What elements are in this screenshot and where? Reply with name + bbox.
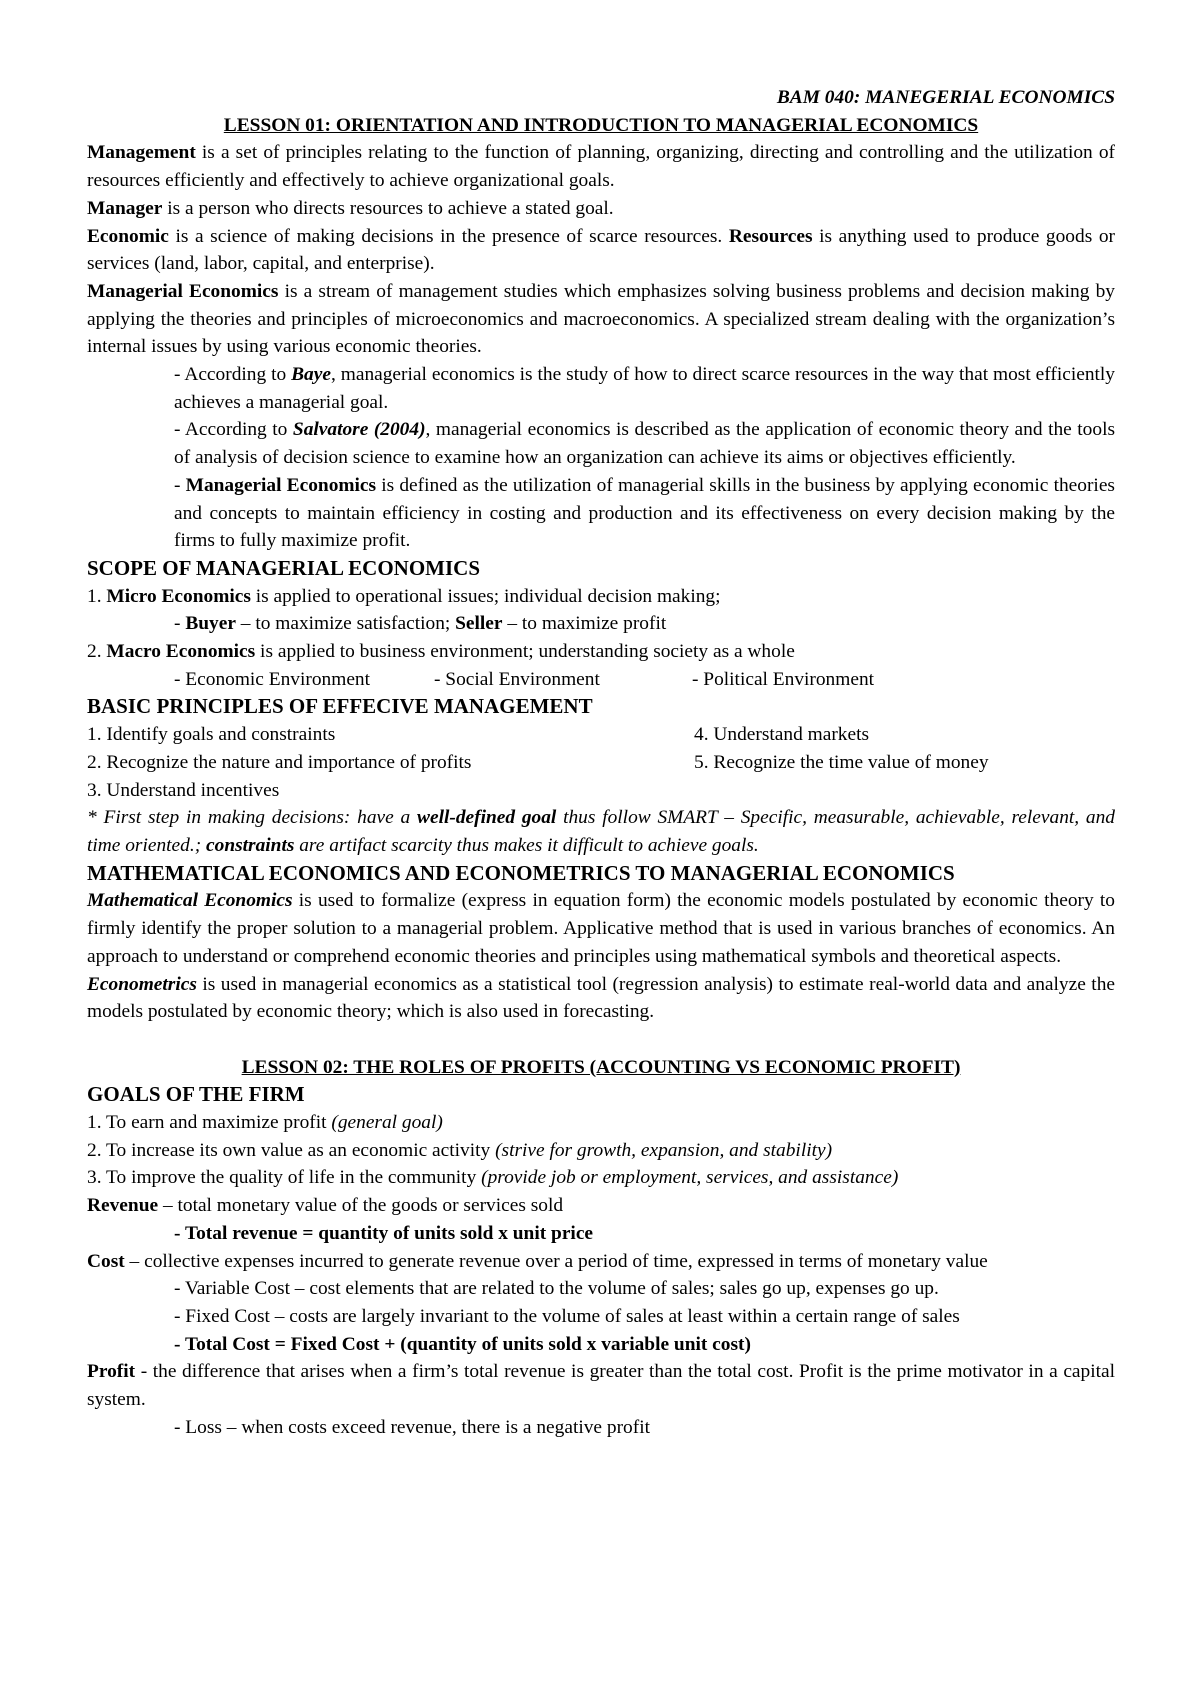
lesson-01-title: LESSON 01: ORIENTATION AND INTRODUCTION TO MANAGERIAL ECONOMICS	[223, 114, 979, 136]
econometrics-definition	[87, 971, 1115, 1026]
baye-prefix: - According to	[174, 364, 292, 386]
salvatore-name: Salvatore (2004)	[292, 419, 426, 441]
macro-term: Macro Economics	[106, 641, 256, 663]
managerial-economics-def-text: is a stream of management studies which emphasizes solving business problems and decision making by applying the theories and principles of microeconomics and macroeconomics. A specialized stream dealing with the organization’s internal issues by using various economic theories.	[87, 280, 1115, 358]
micro-def: is applied to operational issues; individual decision making;	[250, 585, 721, 607]
profit-definition	[87, 1358, 1115, 1413]
buyer-def: – to maximize satisfaction;	[235, 613, 456, 635]
salvatore-text: , managerial economics is described as the application of economic theory and the tools of analysis of decision science to examine how an organization can achieve its aims or objectives efficiently.	[174, 419, 1116, 469]
cost-definition	[87, 1248, 1115, 1276]
economic-def-text: is a science of making decisions in the presence of scarce resources.	[168, 225, 729, 247]
spacer	[87, 1026, 1115, 1054]
principles-left-column	[87, 721, 694, 804]
manager-definition	[87, 195, 1115, 223]
cost-def: – collective expenses incurred to generate revenue over a period of time, expressed in terms of monetary value	[124, 1250, 988, 1272]
profit-def: - the difference that arises when a firm’s total revenue is greater than the total cost. Profit is the prime motivator in a capital system.	[87, 1361, 1115, 1411]
note-well-defined-goal: well-defined goal	[417, 807, 557, 829]
note-constraints: constraints	[206, 834, 295, 856]
buyer-prefix: -	[174, 613, 186, 635]
scope-heading: SCOPE OF MANAGERIAL ECONOMICS	[87, 555, 481, 580]
goal-text: 1. To earn and maximize profit	[87, 1112, 332, 1133]
fixed-cost-item: - Fixed Cost – costs are largely invariant to the volume of sales at least within a certain range of sales	[174, 1305, 960, 1327]
manager-def-text: is a person who directs resources to achieve a stated goal.	[162, 197, 614, 219]
seller-term: Seller	[455, 613, 503, 635]
loss-item: - Loss – when costs exceed revenue, there is a negative profit	[174, 1416, 650, 1438]
lesson-02-title: LESSON 02: THE ROLES OF PROFITS (ACCOUNTING VS ECONOMIC PROFIT)	[241, 1056, 961, 1078]
goal-item	[87, 1164, 1115, 1192]
third-def-term: Managerial Economics	[185, 474, 377, 496]
total-cost-formula: - Total Cost = Fixed Cost + (quantity of units sold x variable unit cost)	[174, 1333, 751, 1355]
environment-item: - Political Environment	[692, 668, 875, 690]
macro-def: is applied to business environment; understanding society as a whole	[255, 641, 795, 663]
principles-right-column	[694, 721, 1115, 804]
management-term: Management	[87, 142, 196, 164]
cost-term: Cost	[87, 1250, 125, 1272]
principle-item: 4. Understand markets	[694, 724, 870, 746]
baye-definition	[174, 361, 1115, 416]
resources-term: Resources	[728, 225, 813, 247]
management-definition	[87, 139, 1115, 194]
macro-num: 2.	[87, 641, 107, 663]
note-text-3: are artifact scarcity thus makes it difficult to achieve goals.	[294, 834, 759, 856]
document-page	[87, 84, 1115, 1441]
manager-term: Manager	[87, 197, 163, 219]
goal-text: 2. To increase its own value as an economic activity	[87, 1139, 496, 1161]
economic-term: Economic	[87, 225, 169, 247]
baye-text: , managerial economics is the study of how to direct scarce resources in the way that most efficiently achieves a managerial goal.	[174, 364, 1115, 413]
micro-num: 1.	[87, 585, 107, 607]
principles-heading: BASIC PRINCIPLES OF EFFECIVE MANAGEMENT	[87, 694, 593, 719]
goal-note: (strive for growth, expansion, and stability)	[495, 1139, 833, 1161]
econometrics-def: is used in managerial economics as a statistical tool (regression analysis) to estimate real-world data and analyze the models postulated by economic theory; which is also used in forecasting.	[87, 973, 1115, 1023]
economic-definition	[87, 223, 1115, 278]
revenue-term: Revenue	[87, 1195, 159, 1217]
buyer-term: Buyer	[185, 613, 236, 635]
principle-item: 5. Recognize the time value of money	[694, 751, 989, 773]
third-def-text: is defined as the utilization of managerial skills in the business by applying economic theories and concepts to maintain efficiency in costing and production and its effectiveness on every decision making by the firms to fully maximize profit.	[174, 474, 1115, 552]
goal-note: (provide job or employment, services, and assistance)	[481, 1167, 899, 1189]
goal-item	[87, 1137, 1115, 1165]
goal-item	[87, 1109, 1115, 1137]
principle-item: 1. Identify goals and constraints	[87, 724, 336, 746]
total-revenue-formula: - Total revenue = quantity of units sold x unit price	[174, 1222, 594, 1244]
micro-economics-item	[87, 583, 1115, 611]
principle-item: 3. Understand incentives	[87, 779, 280, 801]
environment-item: - Social Environment	[434, 668, 600, 690]
third-def-prefix: -	[174, 474, 186, 496]
seller-def: – to maximize profit	[502, 613, 667, 635]
smart-note	[87, 804, 1115, 859]
salvatore-prefix: - According to	[174, 419, 293, 441]
environment-list	[174, 666, 1115, 694]
salvatore-definition	[174, 416, 1115, 471]
baye-name: Baye	[291, 364, 331, 386]
buyer-seller-item	[174, 610, 1115, 638]
principles-list	[87, 721, 1115, 804]
mathematical-economics-term: Mathematical Economics	[87, 890, 293, 912]
managerial-economics-term: Managerial Economics	[87, 280, 279, 302]
note-text-2: thus follow SMART – Specific, measurable, achievable, relevant, and time oriented.;	[87, 807, 1115, 856]
note-text-1: * First step in making decisions: have a	[87, 807, 418, 829]
managerial-economics-definition	[87, 278, 1115, 361]
goals-heading: GOALS OF THE FIRM	[87, 1082, 305, 1107]
third-definition	[174, 472, 1115, 555]
econometrics-term: Econometrics	[87, 973, 197, 995]
mathematical-economics-definition	[87, 887, 1115, 970]
management-def-text: is a set of principles relating to the function of planning, organizing, directing and controlling and the utilization of resources efficiently and effectively to achieve organizational goals.	[87, 142, 1115, 192]
micro-term: Micro Economics	[106, 585, 251, 607]
variable-cost-item: - Variable Cost – cost elements that are related to the volume of sales; sales go up, expenses go up.	[174, 1278, 939, 1300]
revenue-def: – total monetary value of the goods or services sold	[158, 1195, 564, 1217]
environment-item: - Economic Environment	[174, 668, 371, 690]
math-econ-heading: MATHEMATICAL ECONOMICS AND ECONOMETRICS TO MANAGERIAL ECONOMICS	[87, 860, 955, 885]
macro-economics-item	[87, 638, 1115, 666]
principle-item: 2. Recognize the nature and importance of profits	[87, 751, 472, 773]
goal-text: 3. To improve the quality of life in the community	[87, 1167, 482, 1189]
resources-def-text: is anything used to produce goods or services (land, labor, capital, and enterprise).	[87, 225, 1115, 275]
course-header: BAM 040: MANEGERIAL ECONOMICS	[776, 87, 1115, 108]
mathematical-economics-def: is used to formalize (express in equation form) the economic models postulated by economic theory to firmly identify the proper solution to a managerial problem. Applicative method that is used in various branches of economics. An approach to understand or comprehend economic theories and principles using mathematical symbols and theoretical aspects.	[87, 890, 1115, 967]
profit-term: Profit	[87, 1361, 136, 1383]
goal-note: (general goal)	[331, 1112, 443, 1133]
revenue-definition	[87, 1192, 1115, 1220]
